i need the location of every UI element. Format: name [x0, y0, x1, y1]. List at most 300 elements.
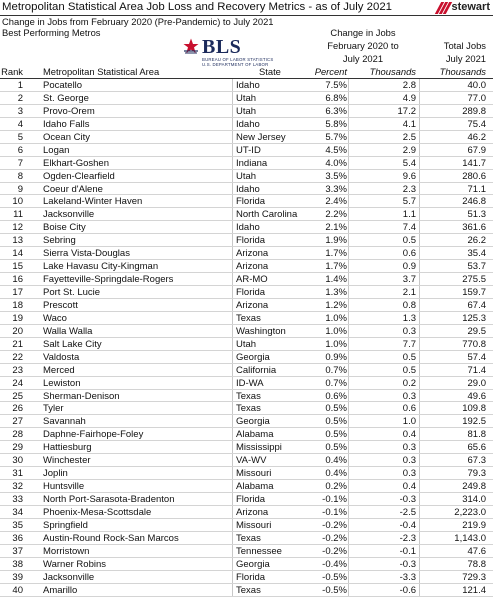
rank-cell: 12: [12, 222, 23, 234]
total-jobs-cell: 770.8: [462, 338, 486, 350]
percent-cell: -0.5%: [322, 584, 347, 596]
table-row: [0, 144, 493, 157]
state-cell: Texas: [236, 532, 261, 544]
stewart-logo: [436, 1, 490, 13]
total-jobs-cell: 35.4: [467, 248, 486, 260]
table-row: [0, 467, 493, 480]
thousands-cell: -0.4: [399, 519, 416, 531]
metro-cell: Winchester: [43, 455, 91, 467]
percent-cell: -0.2%: [322, 545, 347, 557]
bls-agency-name: BUREAU OF LABOR STATISTICS: [202, 57, 274, 62]
total-jobs-cell: 192.5: [462, 416, 486, 428]
state-cell: Utah: [236, 338, 257, 350]
state-cell: Missouri: [236, 468, 272, 480]
total-jobs-cell: 40.0: [467, 80, 486, 91]
rank-cell: 16: [12, 274, 23, 286]
rank-cell: 33: [12, 494, 23, 505]
metro-cell: Morristown: [43, 545, 90, 557]
thousands-cell: 7.4: [402, 222, 416, 234]
percent-cell: 2.1%: [325, 222, 347, 234]
table-row: [0, 506, 493, 519]
total-jobs-cell: 67.4: [467, 299, 486, 311]
state-cell: VA-WV: [236, 455, 267, 467]
table-row: [0, 208, 493, 221]
state-cell: Georgia: [236, 416, 270, 428]
total-jobs-cell: 46.2: [467, 131, 486, 143]
title-bar: [0, 0, 493, 16]
state-cell: AR-MO: [236, 274, 268, 286]
state-cell: Arizona: [236, 506, 269, 518]
percent-cell: 0.5%: [325, 403, 347, 415]
thousands-cell: 0.2: [402, 377, 416, 389]
percent-cell: 1.0%: [325, 338, 347, 350]
metro-cell: Lewiston: [43, 377, 81, 389]
thousands-cell: 0.5: [402, 235, 416, 247]
rank-cell: 20: [12, 325, 23, 337]
state-cell: Florida: [236, 196, 266, 208]
total-jobs-cell: 57.4: [467, 351, 486, 363]
state-cell: Texas: [236, 312, 261, 324]
state-header: State: [259, 66, 281, 77]
thousands-cell: 5.4: [402, 157, 416, 169]
table-row: [0, 92, 493, 105]
percent-header: Percent: [314, 66, 347, 77]
total-jobs-cell: 53.7: [467, 261, 486, 273]
rank-cell: 32: [12, 481, 23, 493]
percent-cell: 2.2%: [325, 209, 347, 221]
table-row: [0, 454, 493, 467]
table-row: [0, 351, 493, 364]
metro-cell: Joplin: [43, 468, 68, 480]
metro-cell: Huntsville: [43, 481, 85, 493]
thousands-cell: 4.9: [402, 92, 416, 104]
thousands-cell: 0.3: [402, 442, 416, 454]
total-jobs-cell: 121.4: [462, 584, 486, 596]
metro-cell: North Port-Sarasota-Bradenton: [43, 494, 175, 505]
table-row: [0, 170, 493, 183]
percent-cell: 0.5%: [325, 429, 347, 441]
metro-cell: Sebring: [43, 235, 76, 247]
rank-cell: 27: [12, 416, 23, 428]
state-cell: Texas: [236, 403, 261, 415]
thousands-cell: 4.1: [402, 118, 416, 130]
percent-cell: -0.5%: [322, 571, 347, 583]
rank-cell: 39: [12, 571, 23, 583]
rank-cell: 40: [12, 584, 23, 596]
metro-cell: Merced: [43, 364, 75, 376]
percent-cell: 4.0%: [325, 157, 347, 169]
rank-cell: 14: [12, 248, 23, 260]
total-jobs-cell: 249.8: [462, 481, 486, 493]
percent-cell: 4.5%: [325, 144, 347, 156]
total-jobs-cell: 65.6: [467, 442, 486, 454]
state-cell: Arizona: [236, 261, 269, 273]
rank-cell: 24: [12, 377, 23, 389]
table-row: [0, 545, 493, 558]
thousands-cell: 2.1: [402, 287, 416, 298]
metro-cell: Walla Walla: [43, 325, 93, 337]
state-cell: Texas: [236, 584, 261, 596]
total-jobs-cell: 81.8: [467, 429, 486, 441]
total-jobs-cell: 75.4: [467, 118, 486, 130]
percent-cell: 0.5%: [325, 442, 347, 454]
rank-cell: 4: [17, 118, 23, 130]
thousands-cell: -0.1: [399, 545, 416, 557]
thousands-cell: 0.3: [402, 325, 416, 337]
table-row: [0, 493, 493, 506]
thousands-cell: 7.7: [402, 338, 416, 350]
total-jobs-cell: 361.6: [462, 222, 486, 234]
thousands-cell: 0.3: [402, 468, 416, 480]
subtitle: Change in Jobs from February 2020 (Pre-Pandemic) to July 2021: [2, 16, 274, 27]
thousands-cell: 0.9: [402, 261, 416, 273]
percent-cell: 1.7%: [325, 261, 347, 273]
rank-cell: 2: [17, 92, 23, 104]
total-jobs-cell: 280.6: [462, 170, 486, 182]
bls-logo: [180, 36, 280, 68]
state-cell: Idaho: [236, 118, 260, 130]
percent-cell: 3.5%: [325, 170, 347, 182]
metro-cell: Prescott: [43, 299, 78, 311]
metro-cell: Austin-Round Rock-San Marcos: [43, 532, 179, 544]
metro-cell: Sierra Vista-Douglas: [43, 248, 130, 260]
rank-cell: 8: [17, 170, 23, 182]
total-jobs-cell: 77.0: [467, 92, 486, 104]
rank-cell: 1: [17, 80, 23, 91]
thousands-cell: 0.5: [402, 351, 416, 363]
percent-cell: 1.0%: [325, 312, 347, 324]
thousands-cell: 1.1: [402, 209, 416, 221]
metro-cell: Elkhart-Goshen: [43, 157, 110, 169]
total-jobs-cell: 67.3: [467, 455, 486, 467]
rank-cell: 38: [12, 558, 23, 570]
thousands-cell: 0.5: [402, 364, 416, 376]
rank-cell: 15: [12, 261, 23, 273]
table-row: [0, 312, 493, 325]
thousands-cell: 17.2: [397, 105, 416, 117]
percent-cell: 0.7%: [325, 364, 347, 376]
total-thousands-header: Thousands: [439, 66, 486, 77]
state-cell: Texas: [236, 390, 261, 402]
state-cell: Missouri: [236, 519, 272, 531]
percent-cell: 1.9%: [325, 235, 347, 247]
total-jobs-cell: 289.8: [462, 105, 486, 117]
thousands-cell: 2.5: [402, 131, 416, 143]
total-jobs-cell: 1,143.0: [454, 532, 486, 544]
metro-cell: Coeur d'Alene: [43, 183, 103, 195]
metro-cell: Amarillo: [43, 584, 78, 596]
percent-cell: 1.7%: [325, 248, 347, 260]
state-cell: Utah: [236, 92, 257, 104]
percent-cell: 5.7%: [325, 131, 347, 143]
thousands-cell: 2.9: [402, 144, 416, 156]
thousands-cell: 0.3: [402, 390, 416, 402]
change-header-line2: February 2020 to: [327, 40, 399, 51]
table-row: [0, 299, 493, 312]
table-row: [0, 247, 493, 260]
metro-cell: Springfield: [43, 519, 88, 531]
bls-department-name: U.S. DEPARTMENT OF LABOR: [202, 62, 269, 67]
page-title: Metropolitan Statistical Area Job Loss and Recovery Metrics - as of July 2021: [2, 1, 392, 13]
total-jobs-cell: 26.2: [467, 235, 486, 247]
table-row: [0, 532, 493, 545]
state-cell: Florida: [236, 235, 266, 247]
percent-cell: -0.1%: [322, 506, 347, 518]
table-row: [0, 286, 493, 299]
change-header-line3: July 2021: [342, 53, 384, 64]
metro-cell: Waco: [43, 312, 67, 324]
table-row: [0, 377, 493, 390]
total-jobs-cell: 159.7: [462, 287, 486, 298]
thousands-cell: 0.3: [402, 455, 416, 467]
rank-cell: 17: [12, 287, 23, 298]
rank-cell: 11: [13, 209, 23, 221]
total-jobs-cell: 71.4: [467, 364, 486, 376]
percent-cell: 1.0%: [325, 325, 347, 337]
percent-cell: 6.8%: [325, 92, 347, 104]
rank-cell: 5: [17, 131, 23, 143]
state-cell: Washington: [236, 325, 286, 337]
state-cell: Alabama: [236, 481, 274, 493]
table-row: [0, 183, 493, 196]
rank-cell: 29: [12, 442, 23, 454]
metro-cell: Idaho Falls: [43, 118, 90, 130]
thousands-cell: 9.6: [402, 170, 416, 182]
state-cell: Mississippi: [236, 442, 282, 454]
rank-cell: 13: [12, 235, 23, 247]
metro-cell: Hattiesburg: [43, 442, 92, 454]
rank-cell: 6: [17, 144, 23, 156]
star-icon: [183, 38, 199, 54]
total-jobs-cell: 314.0: [462, 494, 486, 505]
thousands-cell: 2.3: [402, 183, 416, 195]
stewart-slash-icon: [436, 2, 450, 13]
rank-cell: 9: [17, 183, 23, 195]
metro-cell: Jacksonville: [43, 571, 95, 583]
rank-cell: 36: [12, 532, 23, 544]
table-row: [0, 402, 493, 415]
table-row: [0, 273, 493, 286]
state-cell: Florida: [236, 287, 266, 298]
thousands-cell: 5.7: [402, 196, 416, 208]
table-row: [0, 519, 493, 532]
thousands-cell: 0.6: [402, 248, 416, 260]
percent-cell: 1.2%: [325, 299, 347, 311]
total-jobs-cell: 29.0: [467, 377, 486, 389]
metro-cell: Tyler: [43, 403, 64, 415]
thousands-cell: 3.7: [402, 274, 416, 286]
total-jobs-cell: 51.3: [467, 209, 486, 221]
state-cell: Idaho: [236, 80, 260, 91]
rank-cell: 30: [12, 455, 23, 467]
state-cell: Idaho: [236, 222, 260, 234]
total-jobs-cell: 2,223.0: [454, 506, 486, 518]
total-jobs-cell: 219.9: [462, 519, 486, 531]
metro-cell: Ocean City: [43, 131, 90, 143]
table-row: [0, 234, 493, 247]
table-row: [0, 364, 493, 377]
rank-cell: 19: [12, 312, 23, 324]
state-cell: Tennessee: [236, 545, 282, 557]
total-jobs-cell: 29.5: [467, 325, 486, 337]
total-jobs-cell: 141.7: [462, 157, 486, 169]
state-cell: Florida: [236, 494, 266, 505]
total-jobs-cell: 109.8: [462, 403, 486, 415]
metro-cell: Provo-Orem: [43, 105, 95, 117]
percent-cell: 0.6%: [325, 390, 347, 402]
thousands-cell: -0.3: [399, 494, 416, 505]
state-cell: UT-ID: [236, 144, 261, 156]
rank-cell: 10: [12, 196, 23, 208]
thousands-cell: 1.3: [402, 312, 416, 324]
thousands-cell: 0.4: [402, 429, 416, 441]
table-row: [0, 558, 493, 571]
rank-cell: 28: [12, 429, 23, 441]
rank-cell: 21: [12, 338, 23, 350]
table-row: [0, 428, 493, 441]
percent-cell: -0.4%: [322, 558, 347, 570]
rank-header: Rank: [1, 66, 23, 77]
state-cell: California: [236, 364, 277, 376]
thousands-cell: 1.0: [402, 416, 416, 428]
table-caption: Best Performing Metros: [2, 27, 101, 38]
state-cell: New Jersey: [236, 131, 286, 143]
thousands-cell: -0.6: [399, 584, 416, 596]
thousands-cell: 0.8: [402, 299, 416, 311]
thousands-cell: -3.3: [399, 571, 416, 583]
metro-cell: Salt Lake City: [43, 338, 102, 350]
state-cell: Florida: [236, 571, 266, 583]
table-row: [0, 584, 493, 597]
rank-cell: 23: [12, 364, 23, 376]
total-jobs-cell: 275.5: [462, 274, 486, 286]
rank-cell: 25: [12, 390, 23, 402]
percent-cell: 0.9%: [325, 351, 347, 363]
total-header-line1: Total Jobs: [443, 40, 486, 51]
thousands-header: Thousands: [369, 66, 416, 77]
percent-cell: 0.7%: [325, 377, 347, 389]
metro-cell: Pocatello: [43, 80, 83, 91]
state-cell: Arizona: [236, 248, 269, 260]
table-row: [0, 260, 493, 273]
thousands-cell: 2.8: [402, 80, 416, 91]
table-row: [0, 195, 493, 208]
metro-cell: Boise City: [43, 222, 86, 234]
percent-cell: 0.4%: [325, 455, 347, 467]
rank-cell: 26: [12, 403, 23, 415]
percent-cell: 5.8%: [325, 118, 347, 130]
metro-cell: Valdosta: [43, 351, 80, 363]
state-cell: Georgia: [236, 558, 270, 570]
table-row: [0, 131, 493, 144]
total-header-line2: July 2021: [445, 53, 486, 64]
metro-cell: Lakeland-Winter Haven: [43, 196, 143, 208]
percent-cell: 7.5%: [325, 80, 347, 91]
percent-cell: 1.4%: [325, 274, 347, 286]
rank-cell: 22: [12, 351, 23, 363]
total-jobs-cell: 78.8: [467, 558, 486, 570]
thousands-cell: -2.3: [399, 532, 416, 544]
total-jobs-cell: 729.3: [462, 571, 486, 583]
metro-cell: Lake Havasu City-Kingman: [43, 261, 159, 273]
total-jobs-cell: 125.3: [462, 312, 486, 324]
percent-cell: 1.3%: [325, 287, 347, 298]
table-row: [0, 441, 493, 454]
table-row: [0, 105, 493, 118]
total-jobs-cell: 47.6: [467, 545, 486, 557]
metro-cell: St. George: [43, 92, 89, 104]
table-row: [0, 325, 493, 338]
table-row: [0, 571, 493, 584]
total-jobs-cell: 49.6: [467, 390, 486, 402]
table-row: [0, 415, 493, 428]
percent-cell: -0.2%: [322, 532, 347, 544]
rank-cell: 3: [17, 105, 23, 117]
percent-cell: 3.3%: [325, 183, 347, 195]
state-cell: Utah: [236, 170, 257, 182]
state-cell: Georgia: [236, 351, 270, 363]
total-jobs-cell: 67.9: [467, 144, 486, 156]
thousands-cell: -0.3: [399, 558, 416, 570]
metro-cell: Savannah: [43, 416, 86, 428]
change-header-line1: Change in Jobs: [330, 27, 396, 38]
percent-cell: -0.2%: [322, 519, 347, 531]
table-row: [0, 480, 493, 493]
rank-cell: 34: [12, 506, 23, 518]
percent-cell: -0.1%: [322, 494, 347, 505]
state-cell: ID-WA: [236, 377, 264, 389]
metro-cell: Ogden-Clearfield: [43, 170, 115, 182]
table-row: [0, 338, 493, 351]
total-jobs-cell: 246.8: [462, 196, 486, 208]
rank-cell: 35: [12, 519, 23, 531]
rank-cell: 18: [12, 299, 23, 311]
metro-cell: Sherman-Denison: [43, 390, 120, 402]
total-jobs-cell: 71.1: [467, 183, 486, 195]
bls-wordmark: BLS: [202, 36, 242, 58]
metro-cell: Jacksonville: [43, 209, 95, 221]
metro-table: [0, 79, 493, 597]
table-row: [0, 118, 493, 131]
percent-cell: 0.5%: [325, 416, 347, 428]
metro-header: Metropolitan Statistical Area: [43, 66, 160, 77]
table-row: [0, 221, 493, 234]
state-cell: Indiana: [236, 157, 268, 169]
percent-cell: 2.4%: [325, 196, 347, 208]
state-cell: Alabama: [236, 429, 274, 441]
percent-cell: 6.3%: [325, 105, 347, 117]
rank-cell: 7: [17, 157, 23, 169]
total-jobs-cell: 79.3: [467, 468, 486, 480]
percent-cell: 0.2%: [325, 481, 347, 493]
state-cell: Idaho: [236, 183, 260, 195]
metro-cell: Warner Robins: [43, 558, 107, 570]
metro-cell: Daphne-Fairhope-Foley: [43, 429, 144, 441]
table-row: [0, 157, 493, 170]
metro-cell: Logan: [43, 144, 70, 156]
metro-cell: Phoenix-Mesa-Scottsdale: [43, 506, 152, 518]
metro-cell: Port St. Lucie: [43, 287, 101, 298]
brand-name: stewart: [451, 1, 490, 13]
thousands-cell: -2.5: [399, 506, 416, 518]
rank-cell: 31: [12, 468, 23, 480]
state-cell: North Carolina: [236, 209, 298, 221]
rank-cell: 37: [12, 545, 23, 557]
table-row: [0, 390, 493, 403]
percent-cell: 0.4%: [325, 468, 347, 480]
state-cell: Arizona: [236, 299, 269, 311]
thousands-cell: 0.6: [402, 403, 416, 415]
